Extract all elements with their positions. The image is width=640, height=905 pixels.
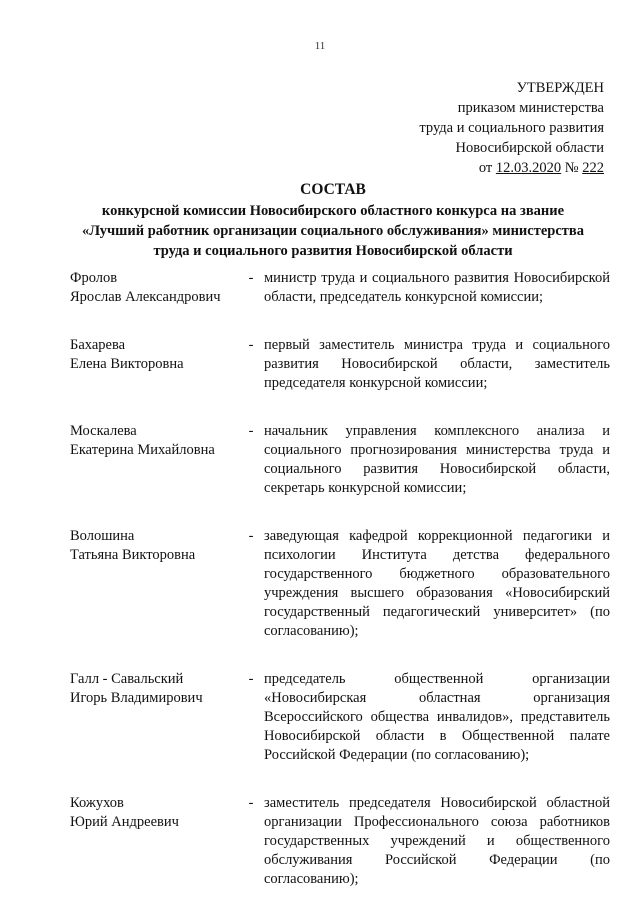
member-given-names: Ярослав Александрович xyxy=(70,289,221,305)
member-role: первый заместитель министра труда и социального развития Новосибирской области, заместитель председателя конкурсной комиссии; xyxy=(264,337,610,391)
member-role: заместитель председателя Новосибирской областной организации Профессионального союза работников государственных учреждений и общественного обслуживания Российской Федерации (по согласованию); xyxy=(264,795,610,887)
heading-line-2: «Лучший работник организации социального обслуживания» министерства xyxy=(82,223,584,239)
member-surname: Кожухов xyxy=(70,795,124,811)
approval-line-3: Новосибирской области xyxy=(455,140,604,156)
heading-line-3: труда и социального развития Новосибирской области xyxy=(153,243,513,259)
member-row xyxy=(70,527,610,641)
member-role: заведующая кафедрой коррекционной педагогики и психологии Института детства федерального государственного бюджетного образовательного учреждения высшего образования «Новосибирский государственный педагогический университет» (по согласованию); xyxy=(264,528,610,639)
member-given-names: Елена Викторовна xyxy=(70,356,184,372)
member-name xyxy=(70,794,238,889)
heading-title: СОСТАВ xyxy=(300,181,366,198)
member-row xyxy=(70,670,610,765)
number-sign: № xyxy=(561,160,583,176)
member-role: начальник управления комплексного анализа и социального прогнозирования министерства труда и социального развития Новосибирской области, секретарь конкурсной комиссии; xyxy=(264,423,610,496)
member-dash: - xyxy=(248,671,254,687)
member-surname: Фролов xyxy=(70,270,118,286)
approval-line-1: приказом министерства xyxy=(457,100,604,116)
member-row xyxy=(70,269,610,307)
commission-members-list xyxy=(70,269,610,889)
member-row xyxy=(70,336,610,393)
member-surname: Галл - Савальский xyxy=(70,671,184,687)
member-dash: - xyxy=(248,528,254,544)
member-given-names: Игорь Владимирович xyxy=(70,690,203,706)
member-given-names: Татьяна Викторовна xyxy=(70,547,196,563)
member-dash: - xyxy=(248,795,254,811)
member-name xyxy=(70,269,238,307)
date-prefix: от xyxy=(478,160,496,176)
member-name xyxy=(70,670,238,765)
member-dash: - xyxy=(248,270,254,286)
member-surname: Москалева xyxy=(70,423,137,439)
order-date: 12.03.2020 xyxy=(495,160,562,176)
document-heading xyxy=(60,180,606,261)
member-row xyxy=(70,794,610,889)
member-name xyxy=(70,336,238,393)
member-role: председатель общественной организации «Новосибирская областная организация Всероссийского общества инвалидов», представитель Новосибирской области в Общественной палате Российской Федерации (по согласованию); xyxy=(264,671,610,763)
member-given-names: Юрий Андреевич xyxy=(70,814,179,830)
approval-line-2: труда и социального развития xyxy=(419,120,604,136)
member-dash: - xyxy=(248,337,254,353)
member-name xyxy=(70,527,238,641)
member-row xyxy=(70,422,610,498)
approval-date-line xyxy=(419,158,604,178)
approval-status: УТВЕРЖДЕН xyxy=(516,80,604,96)
member-role: министр труда и социального развития Новосибирской области, председатель конкурсной комиссии; xyxy=(264,270,610,305)
heading-line-1: конкурсной комиссии Новосибирского областного конкурса на звание xyxy=(101,203,565,219)
member-surname: Волошина xyxy=(70,528,135,544)
order-number: 222 xyxy=(582,160,604,176)
approval-block xyxy=(419,78,604,178)
member-surname: Бахарева xyxy=(70,337,126,353)
member-name xyxy=(70,422,238,498)
member-given-names: Екатерина Михайловна xyxy=(70,442,215,458)
member-dash: - xyxy=(248,423,254,439)
page-number: 11 xyxy=(314,40,326,52)
